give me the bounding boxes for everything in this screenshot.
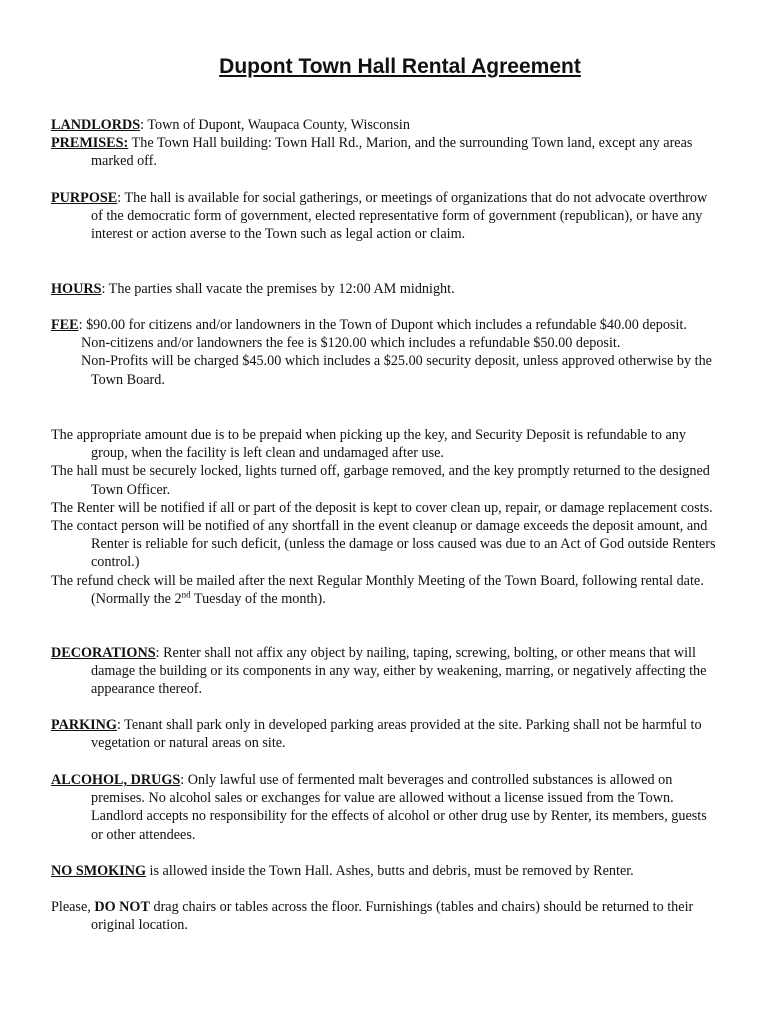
term-contact: The contact person will be notified of any shortfall in the event cleanup or damage exceeds the deposit amount, and Renter is reliable for such deficit, (unless the damage or loss caused was due to an Act of God outside Renters control.) — [51, 518, 716, 571]
furnishings-clause — [51, 898, 721, 934]
decorations-section — [51, 644, 721, 699]
purpose-text: : The hall is available for social gatherings, or meetings of organizations that do not advocate overthrow of the democratic form of government, elected representative form of government (republican), or have any interest or action averse to the Town such as legal action or claim. — [91, 190, 708, 243]
document-title: Dupont Town Hall Rental Agreement — [219, 55, 581, 78]
decorations-clause — [51, 644, 721, 699]
smoking-text: is allowed inside the Town Hall. Ashes, butts and debris, must be removed by Renter. — [145, 863, 634, 879]
decorations-label: DECORATIONS — [51, 645, 156, 661]
parking-label: PARKING — [51, 717, 117, 733]
alcohol-label: ALCOHOL, DRUGS — [51, 772, 181, 788]
deposit-terms-section — [51, 426, 721, 608]
hours-clause — [51, 280, 721, 298]
do-not-emphasis: DO NOT — [94, 899, 150, 915]
refund-text-end: Tuesday of the month). — [190, 590, 326, 607]
purpose-label: PURPOSE — [51, 190, 118, 206]
smoking-label: NO SMOKING — [51, 863, 146, 879]
smoking-section — [51, 862, 721, 880]
premises-text: The Town Hall building: Town Hall Rd., Marion, and the surrounding Town land, except any areas marked off. — [91, 135, 693, 170]
smoking-clause — [51, 862, 721, 880]
refund-ordinal: nd — [181, 589, 191, 600]
premises-clause — [51, 134, 721, 170]
term-refund — [51, 572, 721, 608]
fee-clause — [51, 316, 721, 334]
hours-text: : The parties shall vacate the premises by 12:00 AM midnight. — [101, 281, 455, 297]
premises-label: PREMISES: — [51, 135, 129, 152]
refund-text-start: The refund check will be mailed after the next Regular Monthly Meeting of the Town Board, following rental date. (Normally the 2 — [51, 572, 704, 607]
furnishings-text: drag chairs or tables across the floor. Furnishings (tables and chairs) should be returned to their original location. — [91, 899, 694, 934]
parties-section — [51, 116, 721, 171]
term-prepaid: The appropriate amount due is to be prepaid when picking up the key, and Security Deposit is refundable to any group, when the facility is left clean and undamaged after use. — [51, 427, 686, 462]
alcohol-section — [51, 771, 721, 844]
fee-noncitizens: Non-citizens and/or landowners the fee is $120.00 which includes a refundable $50.00 deposit. — [81, 335, 621, 352]
parking-clause — [51, 716, 721, 752]
term-notified: The Renter will be notified if all or part of the deposit is kept to cover clean up, repair, or damage replacement costs. — [51, 499, 713, 516]
term-locked: The hall must be securely locked, lights turned off, garbage removed, and the key promptly returned to the designed Town Officer. — [51, 463, 710, 498]
purpose-clause — [51, 189, 721, 244]
fee-section — [51, 316, 721, 389]
alcohol-text: : Only lawful use of fermented malt beverages and controlled substances is allowed on premises. No alcohol sales or exchanges for value are allowed without a license issued from the Town. Landlord accepts no responsibility for the effects of alcohol or other drug use by Renter, its members, guests or other attendees. — [91, 772, 707, 843]
furnishings-prefix: Please, — [51, 899, 95, 915]
landlords-text: : Town of Dupont, Waupaca County, Wisconsin — [140, 117, 410, 133]
parking-text: : Tenant shall park only in developed parking areas provided at the site. Parking shall not be harmful to vegetation or natural areas on site. — [91, 717, 702, 752]
hours-section — [51, 280, 721, 298]
parking-section — [51, 716, 721, 752]
landlords-label: LANDLORDS — [51, 117, 141, 133]
fee-nonprofits: Non-Profits will be charged $45.00 which includes a $25.00 security deposit, unless approved otherwise by the Town Board. — [81, 353, 712, 388]
decorations-text: : Renter shall not affix any object by nailing, taping, screwing, bolting, or other means that will damage the building or its components in any way, either by weakening, marring, or negatively affecting the appearance thereof. — [91, 645, 707, 698]
fee-label: FEE — [51, 317, 79, 333]
landlords-clause — [51, 116, 721, 134]
alcohol-clause — [51, 771, 721, 844]
furnishings-section — [51, 898, 721, 934]
fee-text: : $90.00 for citizens and/or landowners in the Town of Dupont which includes a refundable $40.00 deposit. — [78, 317, 687, 333]
hours-label: HOURS — [51, 281, 102, 297]
purpose-section — [51, 189, 721, 244]
